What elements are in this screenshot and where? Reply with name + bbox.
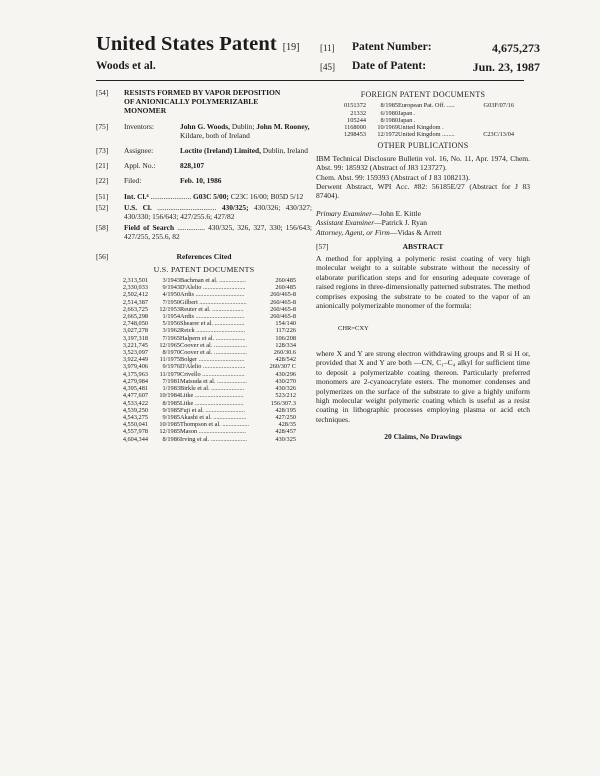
us-reference-row	[114, 342, 296, 349]
patent-number-label: Patent Number:	[352, 41, 432, 53]
patent-meta	[320, 41, 540, 79]
us-reference-row-cell: 3/1962	[162, 327, 180, 335]
us-reference-row-cell: 3,197,318	[122, 334, 148, 342]
int-cl-value	[124, 192, 312, 201]
abstract-heading	[316, 242, 530, 252]
patent-date-code: [45]	[320, 62, 335, 72]
us-reference-row-cell: Matsuda et al. ...................	[180, 377, 247, 385]
inventor-1-city: Dublin;	[229, 121, 257, 131]
us-reference-row-cell: 11/1975	[159, 356, 180, 364]
us-reference-row-cell: 4,395,481	[122, 385, 148, 393]
us-reference-row	[114, 407, 296, 414]
us-reference-row	[114, 392, 296, 399]
us-reference-row-cell: Coover et al. .....................	[180, 349, 247, 357]
us-reference-row-cell: Shearer et al. ...................	[180, 320, 245, 328]
us-reference-row-cell: 12/1985	[159, 428, 180, 436]
foreign-reference-row	[332, 124, 514, 131]
field-of-search	[96, 223, 312, 241]
us-reference-row-cell: 428/542	[275, 356, 296, 364]
us-reference-row-cell: Crivello ...........................	[180, 370, 245, 378]
invention-title-line1: RESISTS FORMED BY VAPOR DEPOSITION	[124, 88, 281, 97]
field-label: Field of Search	[124, 223, 175, 233]
foreign-reference-row-cell: G03F/07/16	[483, 102, 514, 110]
field-code: [54]	[96, 88, 109, 97]
foreign-reference-row-cell: 6/1980	[380, 109, 398, 117]
us-reference-row-cell: Irving et al. .......................	[180, 435, 247, 443]
foreign-reference-row-cell: United Kingdom ........	[398, 131, 455, 139]
patent-number-code: [11]	[320, 43, 335, 53]
foreign-reference-row-cell: European Pat. Off. .....	[398, 102, 455, 110]
inventor-1: John G. Woods,	[180, 121, 230, 131]
us-reference-row	[114, 299, 296, 306]
patent-header	[96, 33, 299, 56]
us-cl-field	[96, 203, 312, 221]
title-code: [19]	[282, 42, 300, 53]
us-reference-row-cell: 428/35	[278, 421, 296, 429]
assignee-value	[180, 146, 312, 155]
us-reference-row-cell: 4,604,344	[122, 435, 148, 443]
us-reference-row	[114, 284, 296, 291]
us-reference-row	[114, 363, 296, 370]
filed-value: Feb. 10, 1986	[180, 176, 222, 186]
inventor-2-city: Kildare, both of Ireland	[180, 130, 250, 140]
us-reference-row-cell: 2,313,501	[122, 277, 148, 285]
us-reference-row-cell: Gilbert ..............................	[180, 298, 247, 306]
us-reference-row	[114, 378, 296, 385]
appl-no-field	[96, 161, 312, 170]
foreign-reference-row-cell: 21332	[350, 109, 366, 117]
us-reference-row-cell: 4,557,978	[122, 428, 148, 436]
field-label: Appl. No.:	[124, 161, 156, 171]
us-reference-row-cell: 9/1985	[162, 413, 180, 421]
inventors-value	[180, 122, 312, 140]
us-reference-row-cell: 156/307.3	[270, 399, 296, 407]
us-reference-row	[114, 335, 296, 342]
us-reference-row-cell: 2,748,050	[122, 320, 148, 328]
assignee-name: Loctite (Ireland) Limited,	[180, 146, 261, 156]
us-reference-row-cell: Reuter et al. ....................	[180, 305, 244, 313]
us-reference-row-cell: 117/226	[275, 327, 296, 335]
us-cl-value	[124, 203, 312, 221]
assignee-city: Dublin, Ireland	[260, 146, 308, 156]
us-reference-row	[114, 414, 296, 421]
us-reference-row	[114, 385, 296, 392]
appl-no-value: 828,107	[180, 161, 205, 171]
us-reference-row	[114, 428, 296, 435]
us-reference-row	[114, 421, 296, 428]
invention-title-line3: MONOMER	[124, 106, 167, 116]
publication-3: Derwent Abstract, WPI Acc. #82: 56185E/27 (Abstract for J 83 87404).	[316, 182, 530, 201]
us-reference-row	[114, 291, 296, 298]
us-reference-row-cell: 4,477,607	[122, 392, 148, 400]
us-reference-row-cell: 9/1976	[162, 363, 180, 371]
patent-date-label: Date of Patent:	[352, 60, 427, 72]
us-reference-row-cell: 8/1985	[162, 399, 180, 407]
inventor-2: John M. Rooney,	[256, 121, 310, 131]
assistant-examiner-name: —Patrick J. Ryan	[374, 218, 427, 228]
left-column	[96, 88, 312, 443]
field-code: [51]	[96, 191, 109, 201]
us-reference-row-cell: 260/485	[275, 277, 296, 285]
foreign-reference-row-cell: Japan .	[398, 116, 416, 124]
us-reference-row-cell: Ardis ...............................	[180, 313, 245, 321]
us-reference-row-cell: Akashi et al. .....................	[180, 413, 247, 421]
abstract-paragraph-2: where X and Y are strong electron withdrawing groups and R si H or, provided that X and Y are both —CN, C₁–C₄ alkyl for sufficient time to deposit a polymerizable coating thereon. Particularly preferred monomers are 2-cyanoacrylate esters. The monomer condenses and polymerizes on the surface of the substrate to give a highly uniform high molecular weight polymeric coating which is useful as a resist coating in lithographic processes employing plasma or acid etch techniques.	[316, 348, 530, 424]
us-reference-row-cell: 154/140	[275, 320, 296, 328]
us-reference-row-cell: Litke ...............................	[180, 392, 244, 400]
us-reference-row-cell: Thompson et al. .................	[180, 421, 250, 429]
us-reference-row-cell: 427/250	[275, 413, 296, 421]
foreign-reference-row-cell	[476, 124, 514, 131]
us-reference-row-cell: 3,922,449	[122, 356, 148, 364]
foreign-reference-row-cell: 8/1980	[380, 116, 398, 124]
int-cl-main: G03C 5/00;	[191, 191, 229, 201]
patent-date-row	[320, 60, 540, 79]
us-cl-rest: 430/326; 430/327; 430/330; 156/643; 427/255.6; 427/82	[124, 202, 312, 222]
us-reference-row-cell: 3,523,097	[122, 349, 148, 357]
foreign-reference-row-cell: 1298453	[343, 131, 366, 139]
int-cl-field	[96, 192, 312, 201]
field-label: U.S. Cl.	[124, 202, 152, 212]
us-reference-row-cell: 523/212	[275, 392, 296, 400]
field-code: [52]	[96, 202, 109, 212]
us-reference-row	[114, 356, 296, 363]
inventors-field	[96, 122, 312, 140]
attorney-label: Attorney, Agent, or Firm	[316, 227, 390, 237]
field-code: [21]	[96, 161, 109, 171]
foreign-references-table	[332, 102, 514, 138]
field-label: Filed:	[124, 176, 142, 186]
field-code: [56]	[96, 251, 109, 261]
primary-examiner	[316, 209, 530, 218]
right-column	[316, 88, 530, 442]
us-reference-row-cell: 4,533,422	[122, 399, 148, 407]
us-reference-row-cell: 2,665,298	[122, 313, 148, 321]
us-reference-row-cell: 260/30.6	[273, 349, 296, 357]
us-cl-main: 430/325;	[216, 202, 249, 212]
foreign-reference-row-cell: 10/1969	[377, 124, 398, 132]
us-reference-row-cell: D'Alelio ...........................	[180, 363, 246, 371]
us-reference-row-cell: 2,502,412	[122, 291, 148, 299]
us-reference-row-cell: Reick ...............................	[180, 327, 246, 335]
field-of-search-text: ............... 430/325, 326, 327, 330; 156/643; 427/255, 255.6, 82	[124, 223, 312, 242]
foreign-reference-row-cell: 12/1972	[377, 131, 398, 139]
us-reference-row-cell: 4/1950	[162, 291, 180, 299]
abstract-title: ABSTRACT	[402, 242, 444, 252]
primary-examiner-label: Primary Examiner	[316, 208, 373, 218]
leader-dots: ................................	[151, 202, 217, 212]
us-reference-row-cell: 2,514,387	[122, 298, 148, 306]
us-patent-docs-title: U.S. PATENT DOCUMENTS	[153, 264, 255, 274]
field-label: Int. Cl.⁴	[124, 191, 149, 201]
us-reference-row-cell: 3,221,745	[122, 341, 148, 349]
us-reference-row-cell: 7/1981	[162, 377, 180, 385]
us-reference-row-cell: 3,027,278	[122, 327, 148, 335]
us-reference-row-cell: 1/1983	[162, 385, 180, 393]
foreign-reference-row-cell: 8/1985	[380, 102, 398, 110]
us-reference-row-cell: Litke ...............................	[180, 399, 244, 407]
us-reference-row-cell: 10/1984	[159, 392, 180, 400]
filed-field	[96, 176, 312, 185]
us-reference-row-cell: 12/1965	[159, 341, 180, 349]
field-code: [75]	[96, 121, 109, 131]
us-reference-row	[114, 313, 296, 320]
foreign-reference-row-cell: United Kingdom .	[398, 124, 444, 132]
us-reference-row	[114, 320, 296, 327]
us-reference-row	[114, 349, 296, 356]
inventor-short: Woods et al.	[96, 60, 156, 72]
patent-number: 4,675,273	[492, 41, 540, 55]
foreign-reference-row-cell	[476, 117, 514, 124]
header-rule	[96, 80, 524, 81]
foreign-reference-row-cell: Japan .	[398, 109, 416, 117]
field-code: [58]	[96, 223, 109, 233]
us-reference-row-cell: 4,175,963	[122, 370, 148, 378]
us-reference-row-cell: 4,279,984	[122, 377, 148, 385]
us-reference-row	[114, 400, 296, 407]
field-code: [22]	[96, 176, 109, 186]
assistant-examiner	[316, 218, 530, 227]
invention-title-field	[96, 88, 312, 116]
claims-summary: 20 Claims, No Drawings	[384, 432, 462, 442]
us-reference-row-cell: 8/1986	[162, 435, 180, 443]
us-reference-row-cell: 9/1985	[162, 406, 180, 414]
publication-2: Chem. Abst. 99: 159393 (Abstract of J 83 108213).	[316, 172, 470, 182]
invention-title-line2: OF ANIONICALLY POLYMERIZABLE	[124, 97, 259, 107]
leader-dots: ......................	[148, 191, 192, 201]
examiners	[316, 209, 530, 237]
us-references-table	[114, 277, 296, 443]
us-reference-row-cell: 430/325	[275, 435, 296, 443]
document-title: United States Patent	[96, 33, 277, 55]
us-reference-row-cell: 4,543,275	[122, 413, 148, 421]
us-reference-row-cell: 106/208	[275, 334, 296, 342]
field-of-search-value	[124, 223, 312, 241]
us-reference-row-cell: 7/1950	[162, 298, 180, 306]
field-label: Assignee:	[124, 146, 154, 156]
us-reference-row-cell: 8/1970	[162, 349, 180, 357]
foreign-reference-row-cell: 105244	[347, 116, 366, 124]
us-reference-row-cell: 3/1943	[162, 277, 180, 285]
primary-examiner-name: —John E. Kittle	[372, 208, 421, 218]
us-reference-row	[114, 436, 296, 443]
us-reference-row-cell: Bachman et al. .................	[180, 277, 246, 285]
foreign-docs-title: FOREIGN PATENT DOCUMENTS	[360, 90, 486, 99]
us-reference-row-cell: 428/457	[275, 428, 296, 436]
us-reference-row-cell: 2,663,725	[122, 305, 148, 313]
us-reference-row-cell: 4,539,250	[122, 406, 148, 414]
us-reference-row-cell: 12/1953	[159, 305, 180, 313]
foreign-reference-row-cell: C23C/13/04	[483, 131, 514, 139]
foreign-reference-row-cell: 0151372	[343, 102, 366, 110]
attorney	[316, 228, 530, 237]
us-reference-row-cell: Halpern et al. ...................	[180, 334, 246, 342]
us-reference-row-cell: 3,979,406	[122, 363, 148, 371]
other-publications-title: OTHER PUBLICATIONS	[377, 141, 469, 151]
us-reference-row-cell: 128/334	[275, 341, 296, 349]
field-code: [57]	[316, 242, 329, 252]
us-reference-row-cell: 260/465-8	[270, 305, 296, 313]
us-reference-row	[114, 306, 296, 313]
us-reference-row	[114, 277, 296, 284]
field-code: [73]	[96, 146, 109, 156]
chemical-formula: CHR=CXY	[338, 324, 369, 332]
int-cl-rest: C23C 16/00; B05D 5/12	[228, 191, 304, 201]
us-reference-row	[114, 327, 296, 334]
us-reference-row-cell: 260/307 C	[269, 363, 296, 371]
us-reference-row-cell: 5/1956	[162, 320, 180, 328]
us-reference-row-cell: 1/1954	[162, 313, 180, 321]
us-reference-row-cell: Ardis ...............................	[180, 291, 245, 299]
foreign-reference-row	[332, 110, 514, 117]
us-reference-row-cell: 428/195	[275, 406, 296, 414]
us-reference-row-cell: 260/485	[275, 284, 296, 292]
us-reference-row-cell: 2,330,033	[122, 284, 148, 292]
references-cited	[96, 252, 312, 443]
publication-1: IBM Technical Disclosure Bulletin vol. 16, No. 11, Apr. 1974, Chem. Abst. 99: 185932 (Abstract of J83 123727).	[316, 153, 530, 173]
foreign-reference-row	[332, 131, 514, 138]
foreign-reference-row	[332, 102, 514, 109]
us-reference-row	[114, 371, 296, 378]
us-reference-row-cell: 11/1979	[159, 370, 180, 378]
us-reference-row-cell: Mason ..............................	[180, 428, 246, 436]
us-reference-row-cell: 260/465-8	[270, 313, 296, 321]
foreign-reference-row-cell: 1168000	[344, 124, 366, 132]
assignee-field	[96, 146, 312, 155]
us-reference-row-cell: 430/326	[275, 385, 296, 393]
us-reference-row-cell: 7/1965	[162, 334, 180, 342]
us-reference-row-cell: 4,550,041	[122, 421, 148, 429]
field-label: Inventors:	[124, 121, 154, 131]
us-reference-row-cell: 260/465-8	[270, 298, 296, 306]
us-reference-row-cell: Fuji et al. .........................	[180, 406, 245, 414]
us-reference-row-cell: D'Alelio ...........................	[180, 284, 246, 292]
patent-number-row	[320, 41, 540, 60]
us-reference-row-cell: 430/296	[275, 370, 296, 378]
us-reference-row-cell: Coover et al. .....................	[180, 341, 247, 349]
us-reference-row-cell: 9/1943	[162, 284, 180, 292]
us-reference-row-cell: Birkle et al. .....................	[180, 385, 245, 393]
foreign-reference-row	[332, 117, 514, 124]
us-reference-row-cell: 430/270	[275, 377, 296, 385]
us-reference-row-cell: 260/465-8	[270, 291, 296, 299]
us-reference-row-cell: 10/1985	[159, 421, 180, 429]
foreign-reference-row-cell	[476, 110, 514, 117]
assistant-examiner-label: Assistant Examiner	[316, 218, 375, 228]
us-reference-row-cell: Bolger .............................	[180, 356, 245, 364]
patent-date: Jun. 23, 1987	[472, 60, 540, 74]
attorney-name: —Vidas & Arrett	[389, 227, 442, 237]
references-title: References Cited	[176, 251, 232, 261]
abstract-paragraph-1: A method for applying a polymeric resist coating of very high molecular weight to a suitable substrate without the necessity of elaborate purification steps and for ensuring adequate coverage of raised regions in three-dimensionally patterned substrates. The method comprises exposing the substrate to be coated to the vapor of an anionically polymerizable monomer of the formula:	[316, 254, 530, 311]
